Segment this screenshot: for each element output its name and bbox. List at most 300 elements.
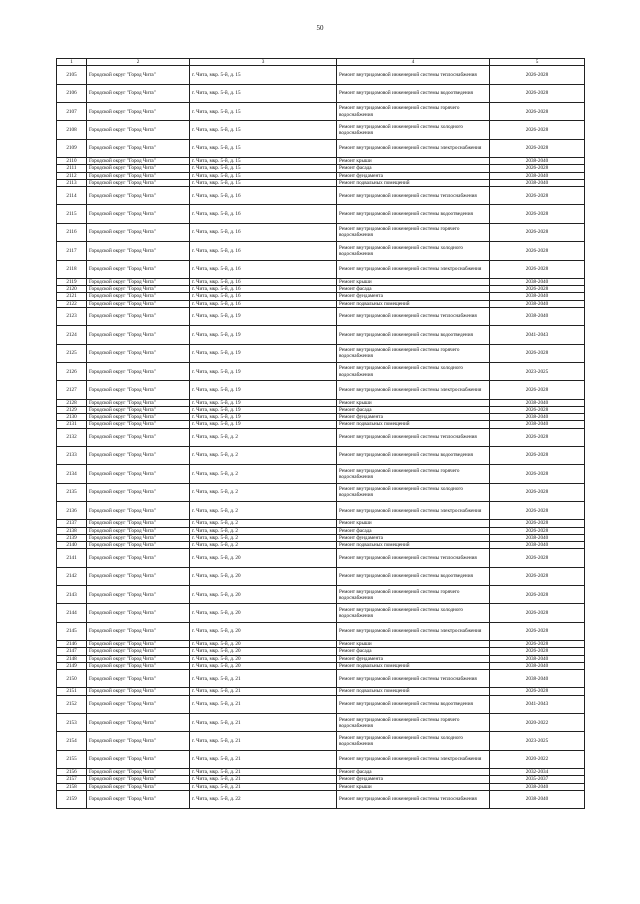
period-cell: 2038-2040 [490,307,585,325]
table-row [57,300,585,307]
table-row [57,776,585,783]
table-row [57,84,585,102]
municipality-cell: Городской округ "Город Чита" [87,121,190,139]
period-cell: 2020-2022 [490,714,585,732]
period-cell: 2026-2028 [490,641,585,648]
row-number: 2134 [57,465,87,483]
work-type-cell: Ремонт внутридомовой инженерной системы теплоснабжения [337,186,490,204]
address-cell: г. Чита, мкр. 5-й, д. 16 [190,278,337,285]
work-type-cell: Ремонт фундамента [337,655,490,662]
work-type-cell: Ремонт крыши [337,641,490,648]
table-row [57,465,585,483]
period-cell: 2026-2028 [490,223,585,241]
row-number: 2113 [57,179,87,186]
municipality-cell: Городской округ "Город Чита" [87,641,190,648]
work-type-cell: Ремонт внутридомовой инженерной системы водоотведения [337,567,490,585]
period-cell: 2038-2040 [490,783,585,790]
period-cell: 2038-2040 [490,670,585,688]
table-row [57,326,585,344]
address-cell: г. Чита, мкр. 5-й, д. 21 [190,750,337,768]
work-type-cell: Ремонт внутридомовой инженерной системы водоотведения [337,84,490,102]
page-number: 50 [316,24,324,32]
work-type-cell: Ремонт внутридомовой инженерной системы холодного водоснабжения [337,483,490,501]
municipality-cell: Городской округ "Город Чита" [87,362,190,380]
municipality-cell: Городской округ "Город Чита" [87,502,190,520]
row-number: 2143 [57,586,87,604]
address-cell: г. Чита, мкр. 5-й, д. 19 [190,406,337,413]
address-cell: г. Чита, мкр. 5-й, д. 16 [190,223,337,241]
table-row [57,307,585,325]
table-row [57,223,585,241]
address-cell: г. Чита, мкр. 5-й, д. 19 [190,399,337,406]
work-type-cell: Ремонт внутридомовой инженерной системы водоотведения [337,446,490,464]
row-number: 2127 [57,381,87,399]
municipality-cell: Городской округ "Город Чита" [87,406,190,413]
municipality-cell: Городской округ "Город Чита" [87,139,190,157]
address-cell: г. Чита, мкр. 5-й, д. 15 [190,158,337,165]
period-cell: 2026-2028 [490,586,585,604]
column-number-row [57,59,585,66]
row-number: 2149 [57,662,87,669]
address-cell: г. Чита, мкр. 5-й, д. 16 [190,186,337,204]
work-type-cell: Ремонт крыши [337,399,490,406]
period-cell: 2026-2028 [490,165,585,172]
work-type-cell: Ремонт фасада [337,286,490,293]
row-number: 2105 [57,66,87,84]
period-cell: 2032-2034 [490,769,585,776]
row-number: 2153 [57,714,87,732]
municipality-cell: Городской округ "Город Чита" [87,399,190,406]
work-type-cell: Ремонт внутридомовой инженерной системы электроснабжения [337,622,490,640]
period-cell: 2026-2028 [490,446,585,464]
row-number: 2119 [57,278,87,285]
work-type-cell: Ремонт фасада [337,527,490,534]
work-type-cell: Ремонт фасада [337,406,490,413]
table-row [57,534,585,541]
capital-repair-table [56,58,585,809]
address-cell: г. Чита, мкр. 5-й, д. 15 [190,121,337,139]
work-type-cell: Ремонт внутридомовой инженерной системы горячего водоснабжения [337,465,490,483]
row-number: 2108 [57,121,87,139]
address-cell: г. Чита, мкр. 5-й, д. 19 [190,344,337,362]
table-row [57,714,585,732]
municipality-cell: Городской округ "Город Чита" [87,783,190,790]
table-row [57,406,585,413]
address-cell: г. Чита, мкр. 5-й, д. 20 [190,648,337,655]
table-row [57,604,585,622]
table-row [57,622,585,640]
municipality-cell: Городской округ "Город Чита" [87,326,190,344]
table-row [57,399,585,406]
address-cell: г. Чита, мкр. 5-й, д. 19 [190,307,337,325]
work-type-cell: Ремонт фундамента [337,172,490,179]
address-cell: г. Чита, мкр. 5-й, д. 21 [190,714,337,732]
municipality-cell: Городской округ "Город Чита" [87,622,190,640]
period-cell: 2026-2028 [490,648,585,655]
period-cell: 2026-2028 [490,604,585,622]
row-number: 2124 [57,326,87,344]
municipality-cell: Городской округ "Город Чита" [87,260,190,278]
address-cell: г. Чита, мкр. 5-й, д. 19 [190,421,337,428]
municipality-cell: Городской округ "Город Чита" [87,604,190,622]
address-cell: г. Чита, мкр. 5-й, д. 20 [190,604,337,622]
address-cell: г. Чита, мкр. 5-й, д. 20 [190,655,337,662]
work-type-cell: Ремонт фундамента [337,414,490,421]
municipality-cell: Городской округ "Город Чита" [87,542,190,549]
row-number: 2106 [57,84,87,102]
row-number: 2140 [57,542,87,549]
period-cell: 2038-2040 [490,278,585,285]
municipality-cell: Городской округ "Город Чита" [87,520,190,527]
column-number: 2 [87,59,190,66]
work-type-cell: Ремонт внутридомовой инженерной системы водоотведения [337,695,490,713]
table-row [57,790,585,808]
municipality-cell: Городской округ "Город Чита" [87,567,190,585]
period-cell: 2038-2040 [490,421,585,428]
table-row [57,655,585,662]
work-type-cell: Ремонт крыши [337,158,490,165]
municipality-cell: Городской округ "Город Чита" [87,186,190,204]
table-row [57,732,585,750]
municipality-cell: Городской округ "Город Чита" [87,242,190,260]
table-row [57,783,585,790]
period-cell: 2038-2040 [490,534,585,541]
address-cell: г. Чита, мкр. 5-й, д. 20 [190,549,337,567]
period-cell: 2026-2028 [490,66,585,84]
address-cell: г. Чита, мкр. 5-й, д. 2 [190,465,337,483]
row-number: 2144 [57,604,87,622]
municipality-cell: Городской округ "Город Чита" [87,205,190,223]
period-cell: 2026-2028 [490,139,585,157]
row-number: 2114 [57,186,87,204]
column-number: 5 [490,59,585,66]
municipality-cell: Городской округ "Город Чита" [87,446,190,464]
work-type-cell: Ремонт внутридомовой инженерной системы теплоснабжения [337,670,490,688]
municipality-cell: Городской округ "Город Чита" [87,421,190,428]
address-cell: г. Чита, мкр. 5-й, д. 2 [190,446,337,464]
municipality-cell: Городской округ "Город Чита" [87,344,190,362]
work-type-cell: Ремонт внутридомовой инженерной системы холодного водоснабжения [337,732,490,750]
work-type-cell: Ремонт фундамента [337,293,490,300]
period-cell: 2026-2028 [490,622,585,640]
row-number: 2123 [57,307,87,325]
address-cell: г. Чита, мкр. 5-й, д. 21 [190,695,337,713]
work-type-cell: Ремонт внутридомовой инженерной системы теплоснабжения [337,790,490,808]
period-cell: 2026-2028 [490,205,585,223]
municipality-cell: Городской округ "Город Чита" [87,307,190,325]
municipality-cell: Городской округ "Город Чита" [87,428,190,446]
address-cell: г. Чита, мкр. 5-й, д. 16 [190,286,337,293]
table-row [57,381,585,399]
address-cell: г. Чита, мкр. 5-й, д. 20 [190,641,337,648]
work-type-cell: Ремонт крыши [337,783,490,790]
period-cell: 2038-2040 [490,655,585,662]
period-cell: 2026-2028 [490,520,585,527]
address-cell: г. Чита, мкр. 5-й, д. 15 [190,84,337,102]
table-row [57,542,585,549]
municipality-cell: Городской округ "Город Чита" [87,670,190,688]
work-type-cell: Ремонт фасада [337,648,490,655]
work-type-cell: Ремонт внутридомовой инженерной системы холодного водоснабжения [337,604,490,622]
row-number: 2130 [57,414,87,421]
work-type-cell: Ремонт внутридомовой инженерной системы водоотведения [337,326,490,344]
row-number: 2112 [57,172,87,179]
period-cell: 2038-2040 [490,790,585,808]
address-cell: г. Чита, мкр. 5-й, д. 2 [190,483,337,501]
column-number: 1 [57,59,87,66]
row-number: 2107 [57,102,87,120]
municipality-cell: Городской округ "Город Чита" [87,66,190,84]
table-row [57,139,585,157]
municipality-cell: Городской округ "Город Чита" [87,534,190,541]
row-number: 2118 [57,260,87,278]
work-type-cell: Ремонт фундамента [337,776,490,783]
period-cell: 2026-2028 [490,502,585,520]
row-number: 2147 [57,648,87,655]
row-number: 2131 [57,421,87,428]
work-type-cell: Ремонт подвальных помещений [337,300,490,307]
row-number: 2157 [57,776,87,783]
table-row [57,648,585,655]
work-type-cell: Ремонт фасада [337,769,490,776]
work-type-cell: Ремонт внутридомовой инженерной системы электроснабжения [337,502,490,520]
municipality-cell: Городской округ "Город Чита" [87,527,190,534]
work-type-cell: Ремонт внутридомовой инженерной системы теплоснабжения [337,66,490,84]
row-number: 2141 [57,549,87,567]
period-cell: 2038-2040 [490,158,585,165]
table-row [57,362,585,380]
table-row [57,549,585,567]
table-row [57,205,585,223]
address-cell: г. Чита, мкр. 5-й, д. 19 [190,381,337,399]
table-row [57,165,585,172]
municipality-cell: Городской округ "Город Чита" [87,750,190,768]
table-row [57,242,585,260]
table-row [57,750,585,768]
period-cell: 2041-2043 [490,326,585,344]
address-cell: г. Чита, мкр. 5-й, д. 21 [190,783,337,790]
municipality-cell: Городской округ "Город Чита" [87,769,190,776]
address-cell: г. Чита, мкр. 5-й, д. 15 [190,139,337,157]
table-row [57,483,585,501]
address-cell: г. Чита, мкр. 5-й, д. 15 [190,165,337,172]
row-number: 2142 [57,567,87,585]
table-row [57,428,585,446]
municipality-cell: Городской округ "Город Чита" [87,165,190,172]
address-cell: г. Чита, мкр. 5-й, д. 16 [190,242,337,260]
municipality-cell: Городской округ "Город Чита" [87,179,190,186]
table-row [57,670,585,688]
municipality-cell: Городской округ "Город Чита" [87,648,190,655]
address-cell: г. Чита, мкр. 5-й, д. 20 [190,662,337,669]
municipality-cell: Городской округ "Город Чита" [87,84,190,102]
period-cell: 2038-2040 [490,399,585,406]
work-type-cell: Ремонт внутридомовой инженерной системы электроснабжения [337,750,490,768]
municipality-cell: Городской округ "Город Чита" [87,223,190,241]
address-cell: г. Чита, мкр. 5-й, д. 20 [190,567,337,585]
address-cell: г. Чита, мкр. 5-й, д. 16 [190,205,337,223]
table-row [57,121,585,139]
municipality-cell: Городской округ "Город Чита" [87,414,190,421]
period-cell: 2026-2028 [490,344,585,362]
address-cell: г. Чита, мкр. 5-й, д. 19 [190,326,337,344]
row-number: 2145 [57,622,87,640]
row-number: 2148 [57,655,87,662]
row-number: 2111 [57,165,87,172]
period-cell: 2026-2028 [490,286,585,293]
work-type-cell: Ремонт внутридомовой инженерной системы горячего водоснабжения [337,102,490,120]
period-cell: 2026-2028 [490,483,585,501]
period-cell: 2026-2028 [490,567,585,585]
address-cell: г. Чита, мкр. 5-й, д. 15 [190,102,337,120]
work-type-cell: Ремонт внутридомовой инженерной системы горячего водоснабжения [337,586,490,604]
work-type-cell: Ремонт внутридомовой инженерной системы холодного водоснабжения [337,362,490,380]
address-cell: г. Чита, мкр. 5-й, д. 20 [190,622,337,640]
table-row [57,278,585,285]
period-cell: 2023-2025 [490,362,585,380]
address-cell: г. Чита, мкр. 5-й, д. 21 [190,732,337,750]
work-type-cell: Ремонт подвальных помещений [337,179,490,186]
row-number: 2152 [57,695,87,713]
table-row [57,286,585,293]
period-cell: 2041-2043 [490,695,585,713]
row-number: 2122 [57,300,87,307]
row-number: 2117 [57,242,87,260]
table-row [57,260,585,278]
table-row [57,662,585,669]
table-row [57,293,585,300]
work-type-cell: Ремонт внутридомовой инженерной системы теплоснабжения [337,307,490,325]
row-number: 2135 [57,483,87,501]
address-cell: г. Чита, мкр. 5-й, д. 15 [190,179,337,186]
work-type-cell: Ремонт подвальных помещений [337,542,490,549]
address-cell: г. Чита, мкр. 5-й, д. 16 [190,293,337,300]
table-row [57,446,585,464]
municipality-cell: Городской округ "Город Чита" [87,662,190,669]
row-number: 2146 [57,641,87,648]
table-row [57,688,585,695]
table-row [57,527,585,534]
period-cell: 2035-2037 [490,776,585,783]
work-type-cell: Ремонт подвальных помещений [337,688,490,695]
municipality-cell: Городской округ "Город Чита" [87,776,190,783]
period-cell: 2026-2028 [490,381,585,399]
row-number: 2121 [57,293,87,300]
row-number: 2109 [57,139,87,157]
period-cell: 2038-2040 [490,293,585,300]
row-number: 2151 [57,688,87,695]
table-row [57,421,585,428]
table-row [57,66,585,84]
period-cell: 2038-2040 [490,414,585,421]
period-cell: 2038-2040 [490,172,585,179]
work-type-cell: Ремонт фасада [337,165,490,172]
row-number: 2158 [57,783,87,790]
work-type-cell: Ремонт крыши [337,520,490,527]
address-cell: г. Чита, мкр. 5-й, д. 21 [190,769,337,776]
work-type-cell: Ремонт внутридомовой инженерной системы горячего водоснабжения [337,344,490,362]
table-row [57,502,585,520]
work-type-cell: Ремонт внутридомовой инженерной системы водоотведения [337,205,490,223]
row-number: 2155 [57,750,87,768]
municipality-cell: Городской округ "Город Чита" [87,688,190,695]
period-cell: 2026-2028 [490,428,585,446]
work-type-cell: Ремонт крыши [337,278,490,285]
address-cell: г. Чита, мкр. 5-й, д. 22 [190,790,337,808]
work-type-cell: Ремонт подвальных помещений [337,421,490,428]
table-row [57,586,585,604]
address-cell: г. Чита, мкр. 5-й, д. 21 [190,776,337,783]
row-number: 2125 [57,344,87,362]
work-type-cell: Ремонт фундамента [337,534,490,541]
period-cell: 2026-2028 [490,121,585,139]
table-row [57,641,585,648]
table-row [57,186,585,204]
row-number: 2129 [57,406,87,413]
period-cell: 2023-2025 [490,732,585,750]
municipality-cell: Городской округ "Город Чита" [87,300,190,307]
table-body [57,66,585,809]
table-header [57,59,585,66]
table-row [57,520,585,527]
row-number: 2136 [57,502,87,520]
row-number: 2110 [57,158,87,165]
period-cell: 2026-2028 [490,406,585,413]
row-number: 2139 [57,534,87,541]
municipality-cell: Городской округ "Город Чита" [87,655,190,662]
period-cell: 2026-2028 [490,186,585,204]
row-number: 2137 [57,520,87,527]
municipality-cell: Городской округ "Город Чита" [87,549,190,567]
period-cell: 2038-2040 [490,662,585,669]
address-cell: г. Чита, мкр. 5-й, д. 2 [190,502,337,520]
address-cell: г. Чита, мкр. 5-й, д. 2 [190,428,337,446]
address-cell: г. Чита, мкр. 5-й, д. 2 [190,520,337,527]
row-number: 2154 [57,732,87,750]
address-cell: г. Чита, мкр. 5-й, д. 20 [190,586,337,604]
work-type-cell: Ремонт внутридомовой инженерной системы холодного водоснабжения [337,121,490,139]
address-cell: г. Чита, мкр. 5-й, д. 19 [190,362,337,380]
period-cell: 2026-2028 [490,465,585,483]
table-row [57,695,585,713]
municipality-cell: Городской округ "Город Чита" [87,714,190,732]
work-type-cell: Ремонт внутридомовой инженерной системы горячего водоснабжения [337,223,490,241]
address-cell: г. Чита, мкр. 5-й, д. 2 [190,534,337,541]
row-number: 2116 [57,223,87,241]
municipality-cell: Городской округ "Город Чита" [87,172,190,179]
municipality-cell: Городской округ "Город Чита" [87,381,190,399]
table-row [57,414,585,421]
row-number: 2150 [57,670,87,688]
row-number: 2156 [57,769,87,776]
table-row [57,344,585,362]
period-cell: 2026-2028 [490,242,585,260]
address-cell: г. Чита, мкр. 5-й, д. 21 [190,688,337,695]
address-cell: г. Чита, мкр. 5-й, д. 2 [190,527,337,534]
row-number: 2115 [57,205,87,223]
table-row [57,172,585,179]
municipality-cell: Городской округ "Город Чита" [87,483,190,501]
period-cell: 2038-2040 [490,179,585,186]
table-row [57,769,585,776]
period-cell: 2026-2028 [490,549,585,567]
row-number: 2138 [57,527,87,534]
work-type-cell: Ремонт внутридомовой инженерной системы горячего водоснабжения [337,714,490,732]
address-cell: г. Чита, мкр. 5-й, д. 16 [190,260,337,278]
work-type-cell: Ремонт внутридомовой инженерной системы электроснабжения [337,260,490,278]
row-number: 2120 [57,286,87,293]
row-number: 2128 [57,399,87,406]
